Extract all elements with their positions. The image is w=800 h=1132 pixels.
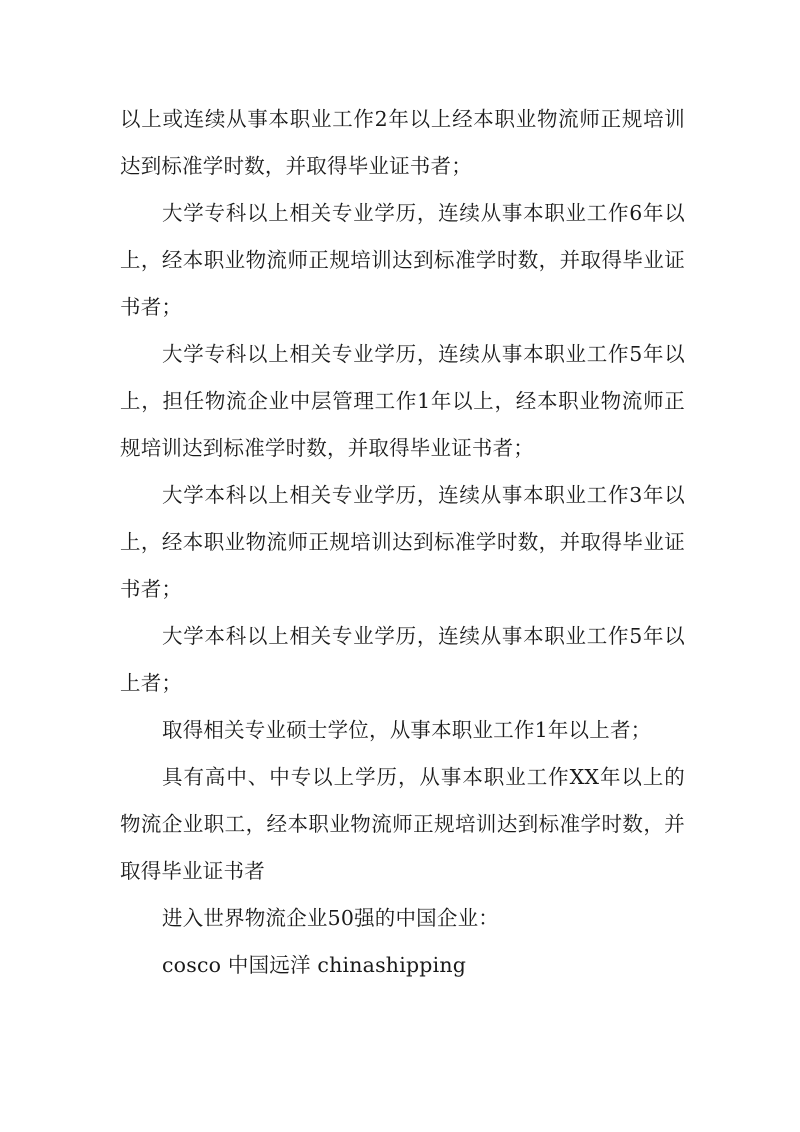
paragraph-top-50-heading: 进入世界物流企业50强的中国企业： [162, 906, 499, 930]
document-body [120, 96, 685, 989]
paragraph-master-degree: 取得相关专业硕士学位，从事本职业工作1年以上者； [162, 718, 652, 742]
paragraph-college-5-years-management: 大学专科以上相关专业学历，连续从事本职业工作5年以上，担任物流企业中层管理工作1年以上，经本职业物流师正规培训达到标准学时数，并取得毕业证书者； [120, 342, 685, 460]
paragraph-continuation: 以上或连续从事本职业工作2年以上经本职业物流师正规培训达到标准学时数，并取得毕业证书者； [120, 107, 685, 178]
paragraph-bachelor-5-years: 大学本科以上相关专业学历，连续从事本职业工作5年以上者； [120, 624, 685, 695]
paragraph-company-names: cosco 中国远洋 chinashipping [162, 953, 467, 977]
paragraph-college-6-years: 大学专科以上相关专业学历，连续从事本职业工作6年以上，经本职业物流师正规培训达到标准学时数，并取得毕业证书者； [120, 201, 685, 319]
paragraph-bachelor-3-years: 大学本科以上相关专业学历，连续从事本职业工作3年以上，经本职业物流师正规培训达到标准学时数，并取得毕业证书者； [120, 483, 685, 601]
paragraph-high-school: 具有高中、中专以上学历，从事本职业工作XX年以上的物流企业职工，经本职业物流师正规培训达到标准学时数，并取得毕业证书者 [120, 765, 685, 883]
